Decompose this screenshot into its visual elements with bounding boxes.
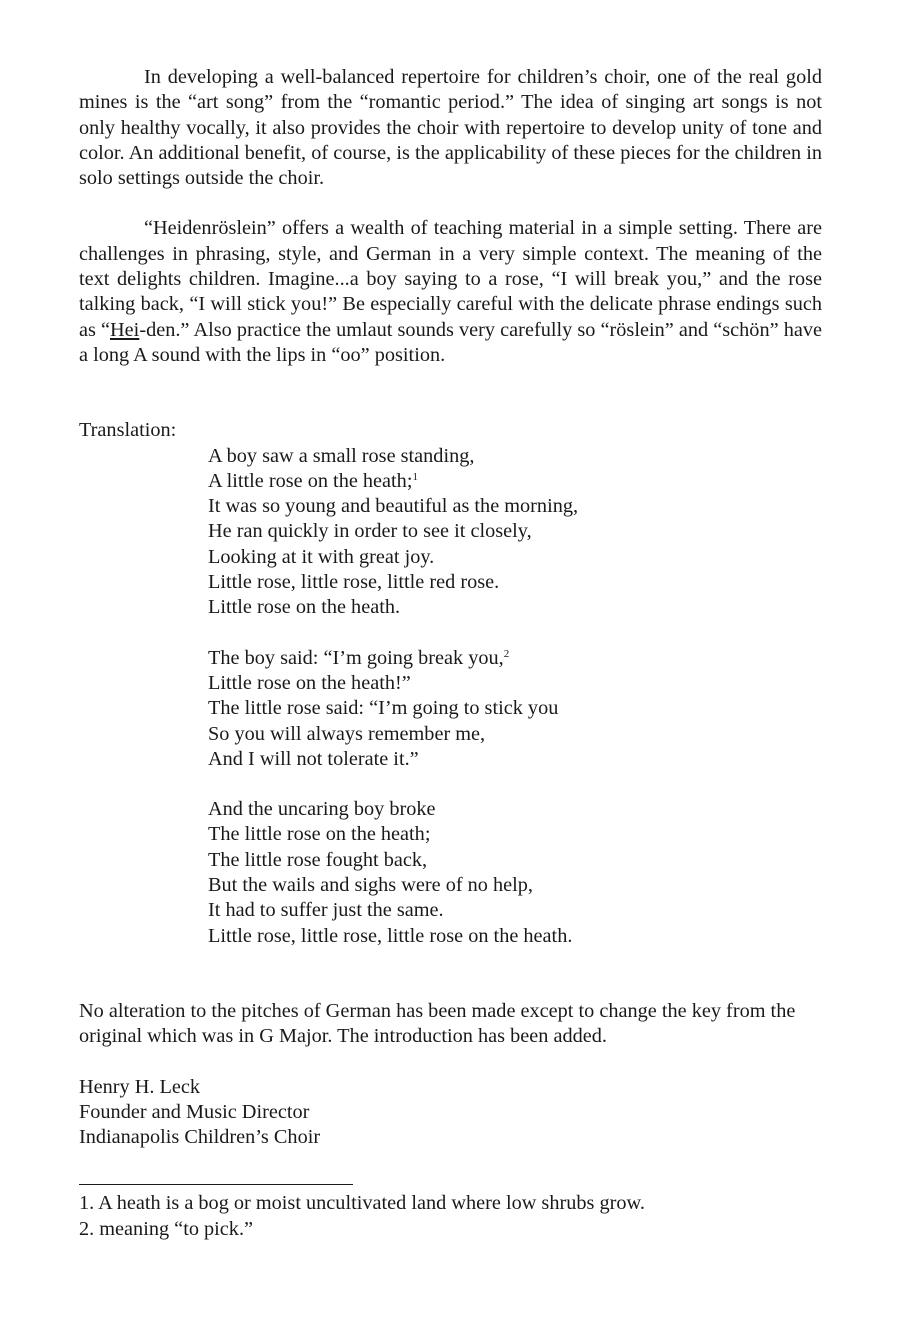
- poem-line: Looking at it with great joy.: [208, 545, 435, 568]
- footnote-2: 2. meaning “to pick.”: [79, 1217, 254, 1240]
- alteration-note: No alteration to the pitches of German has been made except to change the key from the original which was in G Major. The introduction has been added.: [79, 999, 796, 1048]
- poem-line: The little rose said: “I’m going to stick you: [208, 697, 559, 720]
- teaching-underlined-syllable: Hei: [110, 318, 140, 341]
- poem-line: So you will always remember me,: [208, 722, 486, 745]
- poem-line: [208, 646, 822, 671]
- footnote-marker: 2: [503, 647, 510, 660]
- signature-organization: Indianapolis Children’s Choir: [79, 1126, 321, 1149]
- poem-line: It was so young and beautiful as the morning,: [208, 495, 579, 518]
- stanza-2: [208, 646, 822, 772]
- footnotes: [79, 1191, 822, 1242]
- teaching-text-start: “Heidenröslein” offers a wealth of teaching material in a simple setting. There are challenges in phrasing, style, and German in a very simple context. The meaning of the text delights children. Imagine...a boy saying to a rose, “I will break you,” and the rose talking back, “I will stick you!” Be especially careful with the delicate phrase endings such as “: [79, 217, 822, 341]
- teaching-paragraph: [79, 216, 822, 368]
- poem-line: Little rose on the heath!”: [208, 671, 411, 694]
- poem-line: He ran quickly in order to see it closely,: [208, 520, 532, 543]
- stanza-1: [208, 444, 822, 621]
- poem-line: [208, 469, 822, 494]
- poem-line-text: A little rose on the heath;: [208, 469, 413, 492]
- stanza-3: [208, 797, 822, 949]
- page-content: [79, 65, 822, 1242]
- poem-line: The little rose on the heath;: [208, 823, 431, 846]
- signature-name: Henry H. Leck: [79, 1075, 201, 1098]
- footnote-marker: 1: [412, 470, 418, 483]
- poem-line: A boy saw a small rose standing,: [208, 444, 475, 467]
- poem-line: And the uncaring boy broke: [208, 798, 436, 821]
- translation-poem: [208, 444, 822, 949]
- footnote-divider: [79, 1184, 353, 1185]
- signature-block: [79, 1075, 822, 1151]
- poem-line: But the wails and sighs were of no help,: [208, 874, 534, 897]
- teaching-text-end: -den.” Also practice the umlaut sounds very carefully so “röslein” and “schön” have a long A sound with the lips in “oo” position.: [79, 318, 823, 366]
- translation-label: Translation:: [79, 419, 177, 442]
- poem-line: Little rose, little rose, little red rose.: [208, 571, 500, 594]
- poem-line: And I will not tolerate it.”: [208, 747, 419, 770]
- poem-line: Little rose on the heath.: [208, 596, 401, 619]
- poem-line: The little rose fought back,: [208, 848, 428, 871]
- signature-title: Founder and Music Director: [79, 1100, 310, 1123]
- intro-paragraph: In developing a well-balanced repertoire for children’s choir, one of the real gold mines is the “art song” from the “romantic period.” The idea of singing art songs is not only healthy vocally, it also provides the choir with repertoire to develop unity of tone and color. An additional benefit, of course, is the applicability of these pieces for the children in solo settings outside the choir.: [79, 66, 822, 190]
- poem-line: Little rose, little rose, little rose on the heath.: [208, 924, 573, 947]
- poem-line-text: The boy said: “I’m going break you,: [208, 646, 504, 669]
- footnote-1: 1. A heath is a bog or moist uncultivated land where low shrubs grow.: [79, 1192, 645, 1215]
- poem-line: It had to suffer just the same.: [208, 899, 444, 922]
